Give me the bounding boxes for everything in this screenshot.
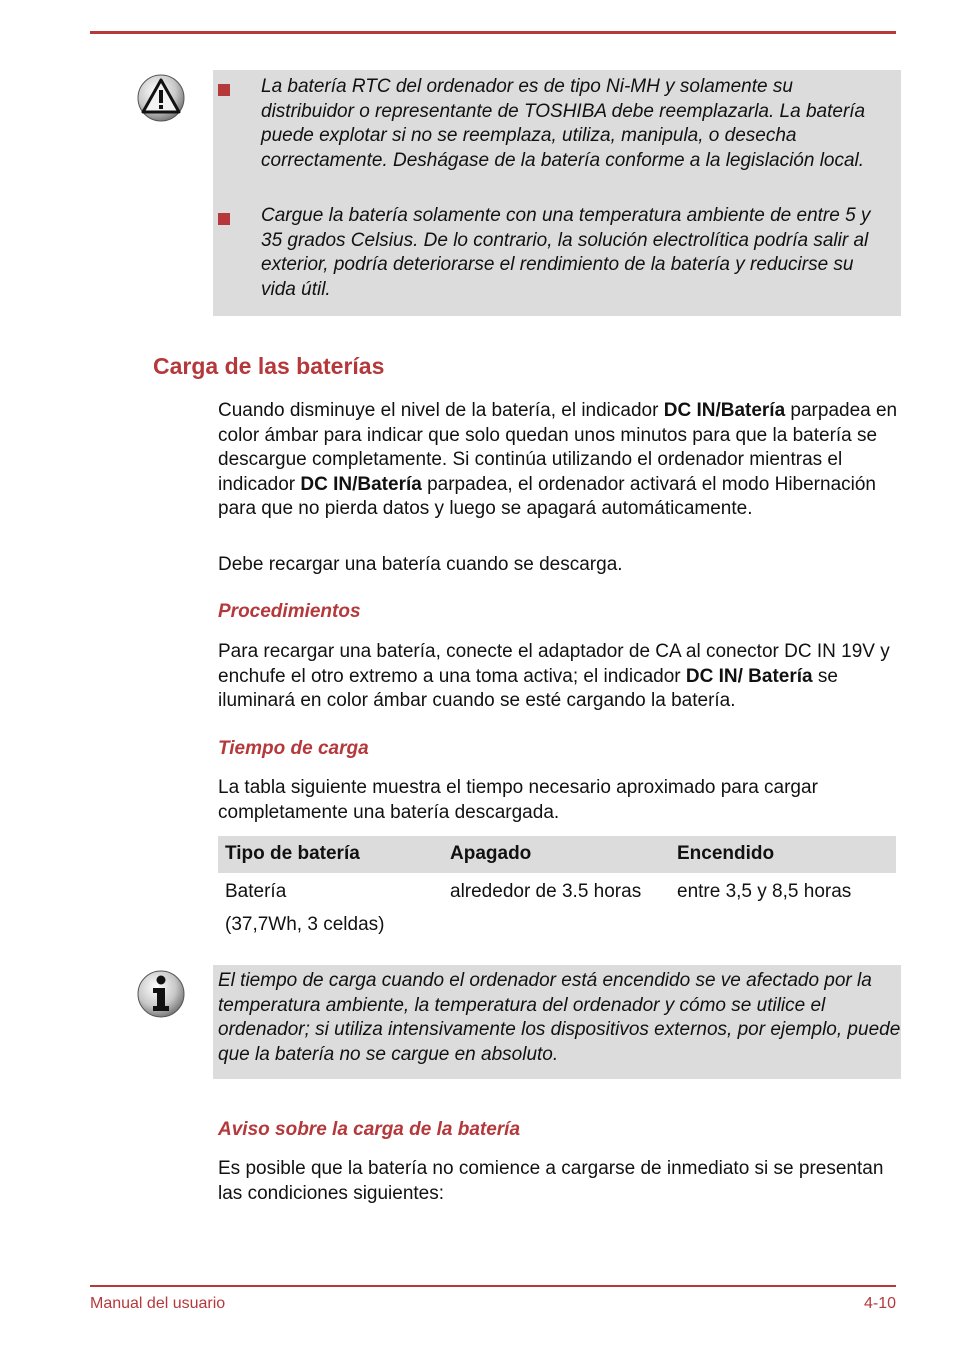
info-note-text: El tiempo de carga cuando el ordenador está encendido se ve afectado por la temperatura ambiente, la temperatura del ordenador y cómo se utilice el ordenador; si utiliza intensivamente los dispositivos externos, por ejemplo, puede que la batería no se cargue en absoluto. [218,970,901,1065]
warning-icon [136,72,186,124]
bullet-square-icon [218,84,230,96]
info-box [213,965,901,1079]
table-header-cell: Encendido [677,843,775,864]
warning-item-text: Cargue la batería solamente con una temperatura ambiente de entre 5 y 35 grados Celsius. De lo contrario, la solución electrolítica podría salir al exterior, podría deteriorarse el rendimiento de la batería y reducirse su vida útil. [261,205,871,300]
warning-item-text: La batería RTC del ordenador es de tipo Ni-MH y solamente su distribuidor o representante de TOSHIBA debe reemplazarla. La batería puede explotar si no se reemplaza, utiliza, manipula, o desecha correctamente. Deshágase de la batería conforme a la legislación local. [261,76,866,171]
table-cell-type-detail: (37,7Wh, 3 celdas) [225,914,385,935]
charge-time-heading: Tiempo de carga [218,738,369,759]
table-header-cell: Apagado [450,843,532,864]
info-icon [136,968,186,1020]
procedures-heading: Procedimientos [218,601,361,622]
footer-rule [90,1285,896,1287]
table-cell-on: entre 3,5 y 8,5 horas [677,881,852,902]
battery-notice-paragraph: Es posible que la batería no comience a cargarse de inmediato si se presentan las condiciones siguientes: [218,1158,884,1204]
footer-manual-title: Manual del usuario [90,1295,226,1312]
procedures-paragraph: Para recargar una batería, conecte el adaptador de CA al conector DC IN 19V y enchufe el otro extremo a una toma activa; el indicador DC IN/ Batería se iluminará en color ámbar cuando se esté cargando la batería. [218,641,890,711]
page-number: 4-10 [863,1295,896,1312]
indicator-name: DC IN/ Batería [685,665,813,687]
section-title: Carga de las baterías [153,353,385,379]
indicator-name: DC IN/Batería [663,400,786,421]
battery-notice-heading: Aviso sobre la carga de la batería [218,1119,521,1140]
bullet-square-icon [218,213,230,225]
indicator-name: DC IN/Batería [300,473,422,495]
header-rule [90,31,896,34]
intro-paragraph: Cuando disminuye el nivel de la batería, el indicador DC IN/Batería parpadea en color ámbar para indicar que solo quedan unos minutos para que la batería se descargue completamente. Si continúa utilizando el ordenador mientras el indicador DC IN/Batería parpadea, el ordenador activará el modo Hibernación para que no pierda datos y luego se apagará automáticamente. [218,400,898,519]
table-cell-type: Batería [225,881,287,902]
table-cell-off: alrededor de 3.5 horas [450,881,642,902]
charge-time-paragraph: La tabla siguiente muestra el tiempo necesario aproximado para cargar completamente una batería descargada. [218,777,818,823]
table-header-cell: Tipo de batería [225,843,360,864]
recharge-note: Debe recargar una batería cuando se descarga. [218,554,623,575]
warning-box [213,70,901,316]
